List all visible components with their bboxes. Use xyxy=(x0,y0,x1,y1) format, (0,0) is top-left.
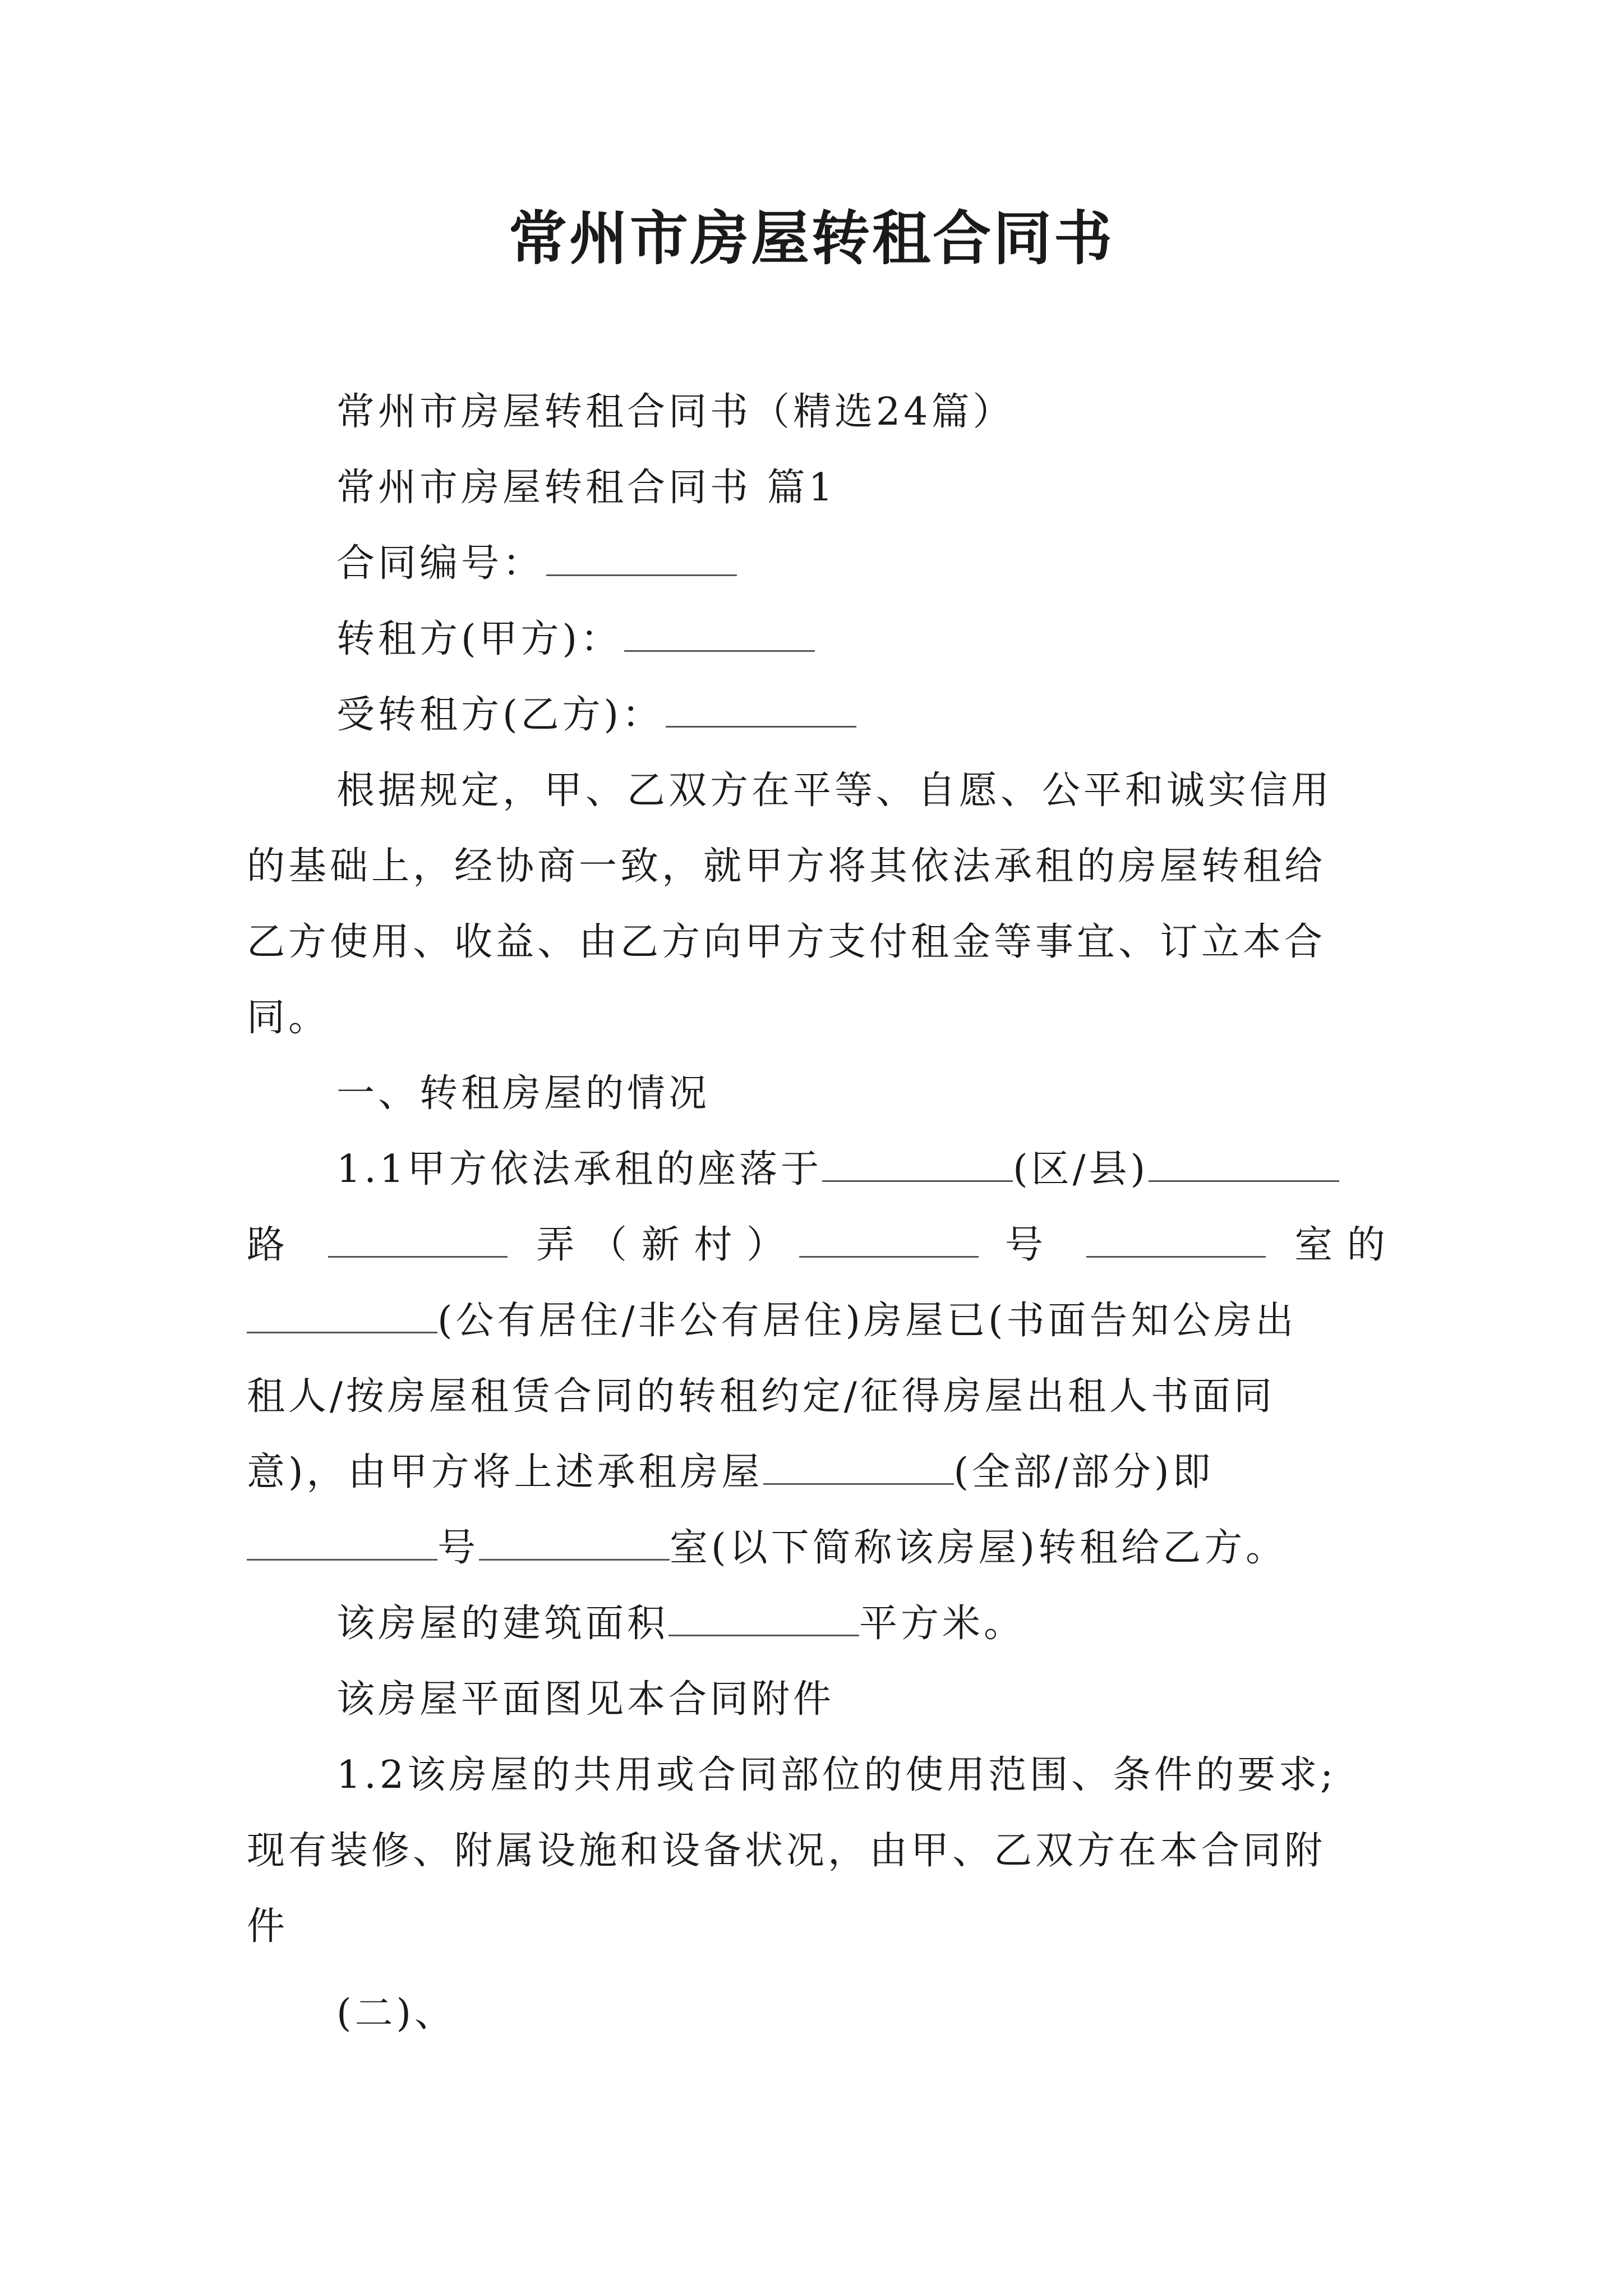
section-heading: 常州市房屋转租合同书 篇1 xyxy=(336,466,836,510)
area-text-b: 平方米。 xyxy=(859,1602,1026,1646)
party-b-row xyxy=(336,690,859,740)
area-row xyxy=(336,1599,1025,1649)
clause-1-1-text-i: 意)，由甲方将上述承租房屋 xyxy=(247,1450,763,1494)
clause-1-1-text-l: 室(以下简称该房屋)转租给乙方。 xyxy=(670,1526,1288,1570)
clause-1-2-line-2: 现有装修、附属设施和设备状况，由甲、乙双方在本合同附 xyxy=(247,1829,1326,1873)
party-b-label: 受转租方(乙方)： xyxy=(336,693,664,737)
area-blank xyxy=(668,1601,859,1636)
number-blank xyxy=(1086,1222,1266,1258)
intro-line-1: 根据规定，甲、乙双方在平等、自愿、公平和诚实信用 xyxy=(336,769,1333,813)
party-b-blank xyxy=(666,692,856,728)
contract-number-row xyxy=(336,539,739,589)
party-a-label: 转租方(甲方)： xyxy=(336,617,623,661)
intro-line-2: 的基础上，经协商一致，就甲方将其依法承租的房屋转租给 xyxy=(247,844,1326,889)
location-blank xyxy=(822,1147,1013,1182)
clause-1-1-line-3 xyxy=(247,1296,1297,1346)
area-text-a: 该房屋的建筑面积 xyxy=(336,1602,669,1646)
clause-1-1-text-c: 路 xyxy=(247,1223,299,1267)
lane-blank xyxy=(799,1222,979,1258)
scope-blank xyxy=(763,1450,954,1485)
clause-1-1-line-6 xyxy=(247,1523,1287,1573)
clause-1-1-text-g: (公有居住/非公有居住)房屋已(书面告知公房出 xyxy=(437,1299,1297,1343)
party-a-blank xyxy=(624,616,815,652)
housing-type-blank xyxy=(247,1298,437,1333)
clause-1-1-text-b: (区/县) xyxy=(1013,1147,1149,1191)
clause-1-1-text-d: 弄（新村） xyxy=(536,1223,799,1267)
part1-heading: 一、转租房屋的情况 xyxy=(336,1071,711,1116)
floorplan-line: 该房屋平面图见本合同附件 xyxy=(336,1677,835,1722)
clause-1-2-line-3: 件 xyxy=(247,1904,289,1949)
intro-line-3: 乙方使用、收益、由乙方向甲方支付租金等事宜、订立本合 xyxy=(247,920,1326,964)
room-blank xyxy=(479,1525,670,1561)
road-blank xyxy=(328,1222,508,1258)
intro-line-4: 同。 xyxy=(247,996,330,1040)
document-subtitle: 常州市房屋转租合同书（精选24篇） xyxy=(336,390,1015,434)
clause-1-1-text-a: 1.1甲方依法承租的座落于 xyxy=(336,1147,823,1191)
clause-1-1-line-2 xyxy=(247,1220,1385,1271)
district-blank xyxy=(1149,1147,1339,1182)
clause-1-1-line-1 xyxy=(336,1144,1339,1195)
unit-number-blank xyxy=(247,1525,437,1561)
contract-number-blank xyxy=(546,541,737,576)
clause-1-2-line-1: 1.2该房屋的共用或合同部位的使用范围、条件的要求; xyxy=(336,1753,1337,1797)
clause-1-1-text-k: 号 xyxy=(437,1526,479,1570)
clause-1-1-line-4: 租人/按房屋租赁合同的转租约定/征得房屋出租人书面同 xyxy=(247,1374,1275,1419)
clause-1-1-text-j: (全部/部分)即 xyxy=(953,1450,1214,1494)
contract-number-label: 合同编号： xyxy=(336,541,545,586)
clause-1-1-text-f: 室的 xyxy=(1294,1223,1385,1267)
document-title: 常州市房屋转租合同书 xyxy=(508,204,1114,273)
clause-1-1-text-e: 号 xyxy=(1004,1223,1058,1267)
part2-heading: (二)、 xyxy=(336,1991,457,2036)
clause-1-1-line-5 xyxy=(247,1447,1214,1498)
party-a-row xyxy=(336,614,817,665)
